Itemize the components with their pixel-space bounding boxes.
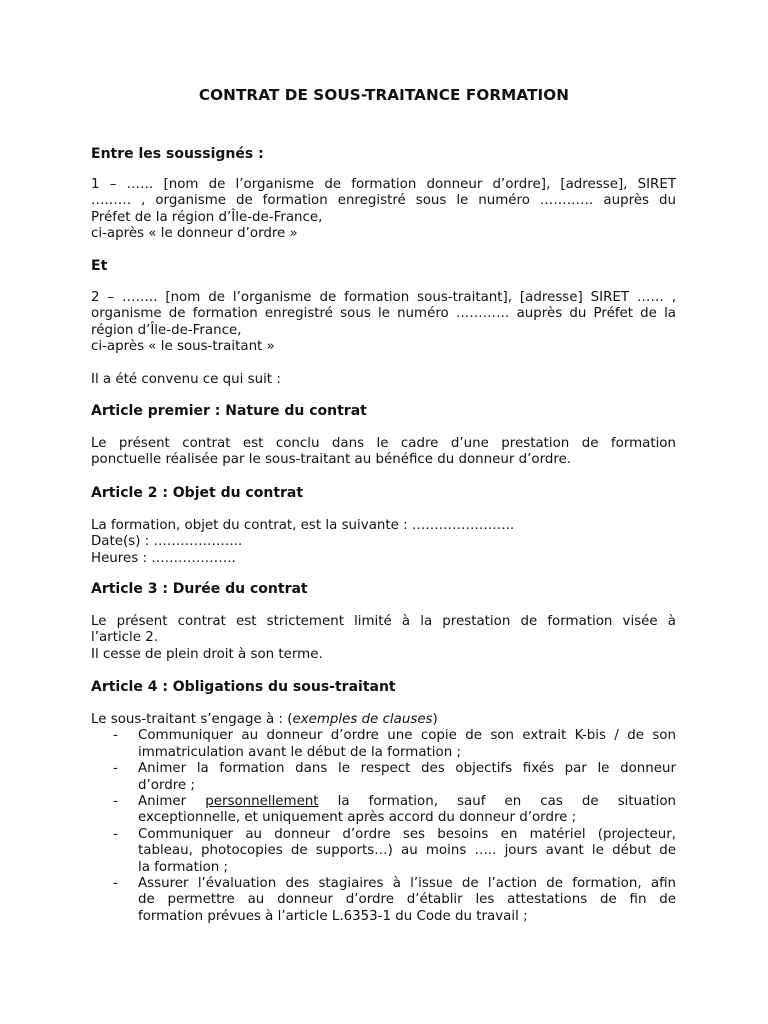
underlined-word: personnellement	[205, 794, 319, 810]
parties-heading: Entre les soussignés :	[91, 146, 264, 162]
article-2-hours: Heures : ……………….	[91, 550, 236, 566]
list-item: - Animer la formation dans le respect des objectifs fixés par le donneur d’ordre ;	[113, 761, 676, 793]
article-2-heading: Article 2 : Objet du contrat	[91, 485, 304, 501]
article-2-body	[91, 518, 676, 567]
document-title: CONTRAT DE SOUS-TRAITANCE FORMATION	[198, 86, 570, 104]
party-2-paragraph	[91, 290, 676, 356]
article-4-body	[91, 712, 676, 925]
article-3-heading: Article 3 : Durée du contrat	[91, 581, 308, 597]
party-2-line: région d’Île-de-France,	[91, 322, 242, 338]
party-1-paragraph	[91, 177, 676, 243]
article-1-line: ponctuelle réalisée par le sous-traitant au bénéfice du donneur d’ordre.	[91, 452, 572, 468]
article-3-line: l’article 2.	[91, 630, 159, 646]
list-item: - Communiquer au donneur d’ordre une copie de son extrait K-bis / de son immatriculation avant le début de la formation ;	[113, 728, 676, 760]
article-2-line: La formation, objet du contrat, est la suivante : …………………..	[91, 518, 515, 533]
article-1-heading: Article premier : Nature du contrat	[91, 403, 367, 419]
list-dash: -	[113, 794, 118, 810]
obligations-list	[91, 728, 676, 925]
article-3-body	[91, 614, 676, 663]
party-1-line: 1 – …… [nom de l’organisme de formation donneur d’ordre], [adresse], SIRET	[91, 177, 676, 192]
article-4-intro: Le sous-traitant s’engage à : (exemples de clauses)	[91, 712, 438, 727]
article-1-body	[91, 436, 676, 469]
list-item: - Animer personnellement la formation, sauf en cas de situation exceptionnelle, et uniquement après accord du donneur d’ordre ;	[113, 794, 676, 826]
party-2-role: ci-après « le sous-traitant »	[91, 339, 275, 355]
article-3-line: Il cesse de plein droit à son terme.	[91, 646, 323, 662]
list-dash: -	[113, 728, 118, 744]
agreed-statement: Il a été convenu ce qui suit :	[91, 372, 281, 387]
party-2-line: 2 – …….. [nom de l’organisme de formation sous-traitant], [adresse] SIRET …… ,	[91, 290, 676, 305]
list-item: - Communiquer au donneur d’ordre ses besoins en matériel (projecteur, tableau, photocopies de supports…) au moins ….. jours avant le début de la formation ;	[113, 826, 676, 875]
list-dash: -	[113, 826, 118, 842]
article-4-heading: Article 4 : Obligations du sous-traitant	[91, 679, 396, 695]
list-dash: -	[113, 761, 118, 777]
party-1-line: ……… , organisme de formation enregistré sous le numéro ………… auprès du	[91, 193, 676, 209]
party-1-line: Préfet de la région d’Île-de-France,	[91, 209, 323, 225]
article-1-line: Le présent contrat est conclu dans le cadre d’une prestation de formation	[91, 436, 676, 451]
list-item: - Assurer l’évaluation des stagiaires à l’issue de l’action de formation, afin de permettre au donneur d’ordre d’établir les attestations de fin de formation prévues à l’article L.6353-1 du Code du travail ;	[113, 876, 676, 924]
article-2-dates: Date(s) : ………………..	[91, 534, 243, 550]
article-3-line: Le présent contrat est strictement limité à la prestation de formation visée à	[91, 614, 676, 629]
list-dash: -	[113, 876, 118, 892]
and-label: Et	[91, 258, 108, 274]
party-2-line: organisme de formation enregistré sous le numéro ………… auprès du Préfet de la	[91, 306, 676, 322]
party-1-role: ci-après « le donneur d’ordre »	[91, 226, 298, 242]
